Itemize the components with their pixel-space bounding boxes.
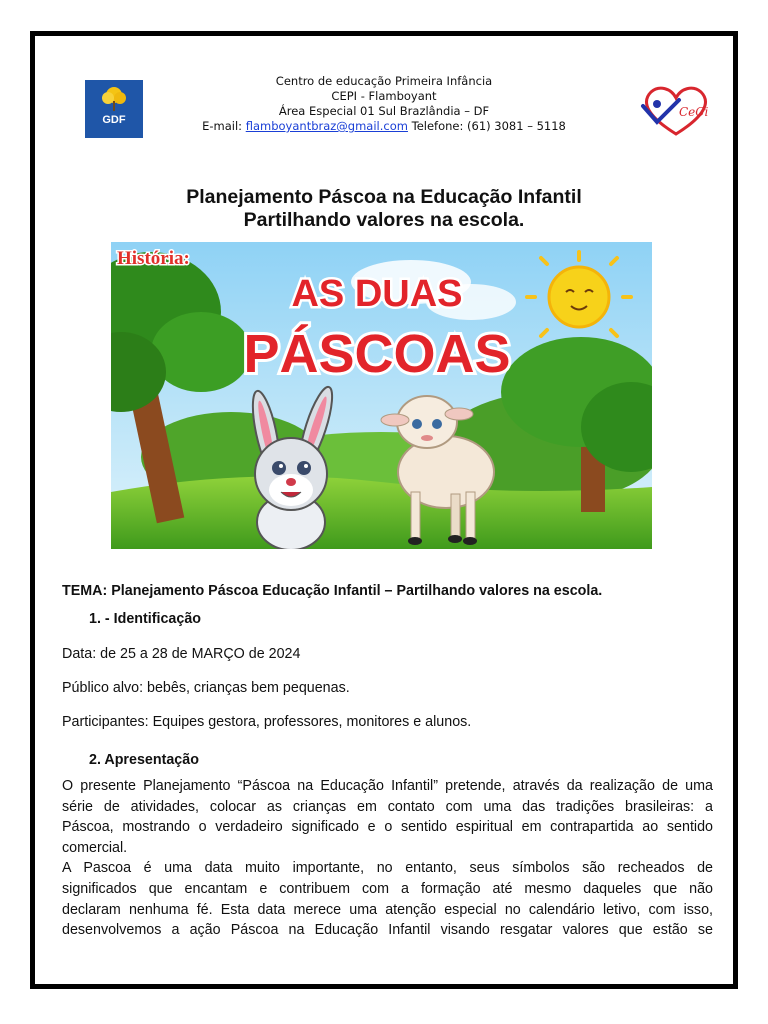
header-line-2: CEPI - Flamboyant xyxy=(331,89,437,103)
publico-alvo-text: Público alvo: bebês, crianças bem pequenas. xyxy=(62,680,350,696)
story-illustration xyxy=(111,242,652,549)
institution-header xyxy=(35,74,733,134)
title-line-1: Planejamento Páscoa na Educação Infantil xyxy=(186,186,582,208)
paragraph-line: A Pascoa é uma data muito importante, no entanto, seus símbolos são recheados de xyxy=(62,860,713,877)
document-page xyxy=(30,31,738,989)
title-line-2: Partilhando valores na escola. xyxy=(243,209,525,231)
ceci-heart-logo xyxy=(639,82,713,138)
document-title xyxy=(35,186,733,232)
header-line-1: Centro de educação Primeira Infância xyxy=(275,74,493,88)
email-label: E-mail: xyxy=(202,119,246,133)
data-text: Data: de 25 a 28 de MARÇO de 2024 xyxy=(62,646,301,662)
gdf-logo-text: GDF xyxy=(102,114,126,126)
email-link[interactable]: flamboyantbraz@gmail.com xyxy=(245,119,408,133)
paragraph-line: desenvolvemos a ação Páscoa na Educação Infantil visando resgatar valores que estão se xyxy=(62,922,713,939)
hero-title-line-2: PÁSCOAS xyxy=(243,324,511,384)
paragraph-line: comercial. xyxy=(62,839,128,856)
theme-heading: TEMA: Planejamento Páscoa Educação Infantil – Partilhando valores na escola. xyxy=(62,583,603,599)
header-line-3: Área Especial 01 Sul Brazlândia – DF xyxy=(278,104,490,118)
section-identificacao-heading: 1. - Identificação xyxy=(89,611,202,627)
paragraph-line: Páscoa, mostrando o verdadeiro significado e o sentido espiritual em contrapartida ao sentido xyxy=(62,819,713,836)
phone-text: Telefone: (61) 3081 – 5118 xyxy=(407,119,566,133)
participantes-text: Participantes: Equipes gestora, professores, monitores e alunos. xyxy=(62,714,472,730)
section-apresentacao-heading: 2. Apresentação xyxy=(89,752,199,768)
hero-tag-text: História: xyxy=(117,248,190,269)
paragraph-line: declaram nenhuma fé. Esta data merece uma atenção especial no calendário letivo, com isso, xyxy=(62,901,713,918)
paragraph-line: série de atividades, colocar as crianças em contato com uma das tradições brasileiras: a xyxy=(62,798,713,815)
paragraph-line: O presente Planejamento “Páscoa na Educação Infantil” pretende, através da realização de uma xyxy=(62,778,713,794)
header-contact-line xyxy=(35,119,733,134)
apresentacao-paragraph-1 xyxy=(62,776,713,941)
paragraph-line: significados que encantam e contribuem com a formação até mesmo daqueles que não xyxy=(62,880,713,897)
hero-title-line-1: AS DUAS xyxy=(291,273,463,315)
ceci-logo-text: CeCi xyxy=(679,105,709,119)
